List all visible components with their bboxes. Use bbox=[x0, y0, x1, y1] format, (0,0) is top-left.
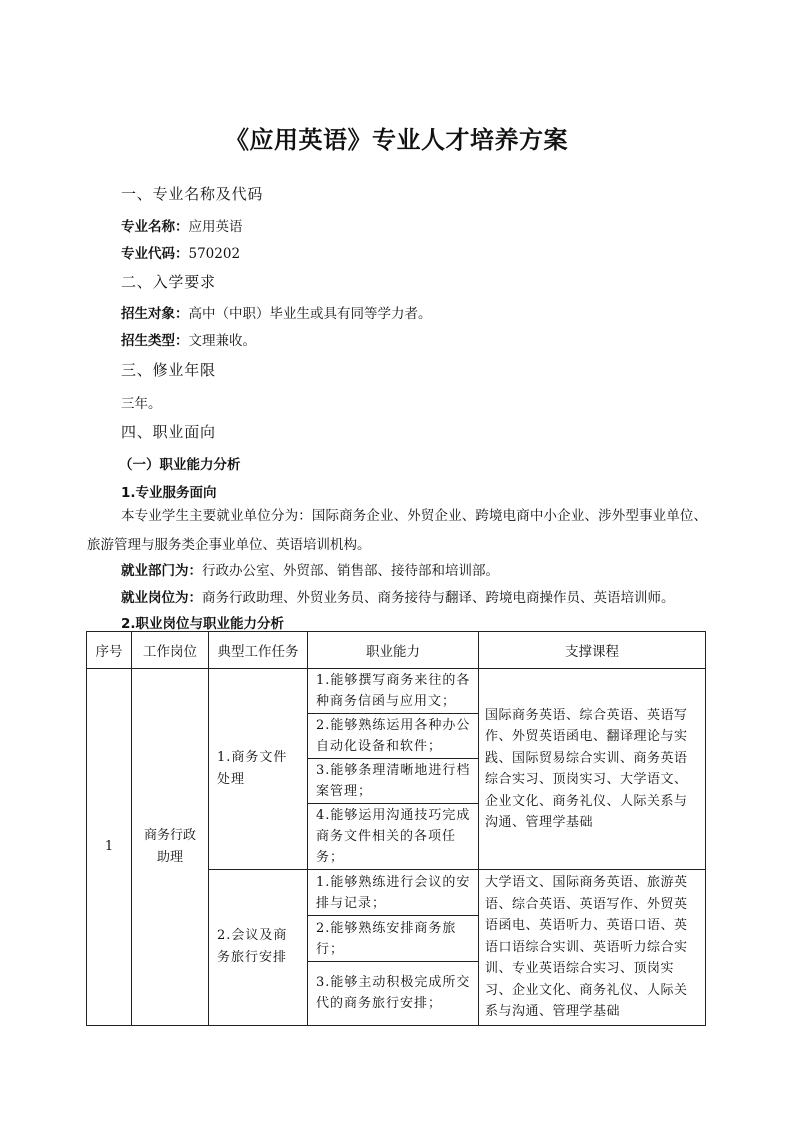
enroll-target-line bbox=[121, 302, 432, 322]
section-heading-3: 三、修业年限 bbox=[121, 361, 216, 379]
section-heading-2: 二、入学要求 bbox=[121, 273, 216, 291]
section-heading-4: 四、职业面向 bbox=[121, 423, 216, 441]
enroll-target-value: 高中（中职）毕业生或具有同等学力者。 bbox=[188, 306, 432, 322]
ability-item: 4.能够运用沟通技巧完成商务文件相关的各项任务； bbox=[308, 804, 479, 870]
major-name-value: 应用英语 bbox=[188, 219, 243, 235]
ability-item: 1.能够撰写商务来往的各种商务信函与应用文； bbox=[308, 669, 479, 714]
table-row bbox=[87, 669, 706, 714]
subsection-heading-post-ability-analysis: 2.职业岗位与职业能力分析 bbox=[121, 616, 285, 632]
employment-dept-value: 行政办公室、外贸部、销售部、接待部和培训部。 bbox=[202, 563, 499, 579]
enroll-type-value: 文理兼收。 bbox=[188, 333, 256, 349]
major-code-line bbox=[121, 242, 240, 262]
study-years: 三年。 bbox=[121, 396, 162, 412]
employment-post-line bbox=[121, 586, 675, 606]
ability-item: 2.能够熟练安排商务旅行； bbox=[308, 916, 479, 962]
header-courses: 支撑课程 bbox=[479, 632, 706, 669]
employment-dept-line bbox=[121, 559, 499, 579]
header-task: 典型工作任务 bbox=[209, 632, 308, 669]
enroll-target-label: 招生对象： bbox=[121, 306, 189, 322]
ability-item: 2.能够熟练运用各种办公自动化设备和软件； bbox=[308, 714, 479, 759]
enroll-type-line bbox=[121, 329, 256, 349]
header-position: 工作岗位 bbox=[132, 632, 209, 669]
employment-post-label: 就业岗位为： bbox=[121, 590, 202, 606]
section-heading-1: 一、专业名称及代码 bbox=[121, 185, 264, 203]
major-code-label: 专业代码： bbox=[121, 246, 189, 262]
ability-item: 3.能够主动积极完成所交代的商务旅行安排； bbox=[308, 962, 479, 1025]
employment-post-value: 商务行政助理、外贸业务员、商务接待与翻译、跨境电商操作员、英语培训师。 bbox=[202, 590, 675, 606]
subsection-heading-service-orientation: 1.专业服务面向 bbox=[121, 485, 217, 501]
career-ability-table bbox=[86, 631, 706, 1026]
header-num: 序号 bbox=[87, 632, 132, 669]
major-code-value: 570202 bbox=[188, 246, 241, 262]
supporting-courses: 国际商务英语、综合英语、英语写作、外贸英语函电、翻译理论与实践、国际贸易综合实训、商务英语综合实习、顶岗实习、大学语文、企业文化、商务礼仪、人际关系与沟通、管理学基础 bbox=[479, 669, 706, 870]
typical-task: 1.商务文件处理 bbox=[209, 669, 308, 870]
subsection-heading-ability-analysis: （一）职业能力分析 bbox=[119, 457, 241, 473]
document-title: 《应用英语》专业人才培养方案 bbox=[225, 125, 568, 154]
table-header-row bbox=[87, 632, 706, 669]
row-number: 1 bbox=[87, 669, 132, 1026]
job-position: 商务行政助理 bbox=[132, 669, 209, 1026]
major-name-line bbox=[121, 215, 243, 235]
supporting-courses: 大学语文、国际商务英语、旅游英语、综合英语、英语写作、外贸英语函电、英语听力、英语口语、英语口语综合实训、英语听力综合实训、专业英语综合实习、顶岗实习、企业文化、商务礼仪、人际关系与沟通、管理学基础 bbox=[479, 870, 706, 1026]
ability-item: 3.能够条理清晰地进行档案管理； bbox=[308, 759, 479, 804]
major-name-label: 专业名称： bbox=[121, 219, 189, 235]
typical-task: 2.会议及商务旅行安排 bbox=[209, 870, 308, 1026]
service-orientation-paragraph: 本专业学生主要就业单位分为：国际商务企业、外贸企业、跨境电商中小企业、涉外型事业单位、旅游管理与服务类企事业单位、英语培训机构。 bbox=[87, 508, 707, 553]
employment-dept-label: 就业部门为： bbox=[121, 563, 202, 579]
enroll-type-label: 招生类型： bbox=[121, 333, 189, 349]
header-ability: 职业能力 bbox=[308, 632, 479, 669]
ability-item: 1.能够熟练进行会议的安排与记录； bbox=[308, 870, 479, 916]
